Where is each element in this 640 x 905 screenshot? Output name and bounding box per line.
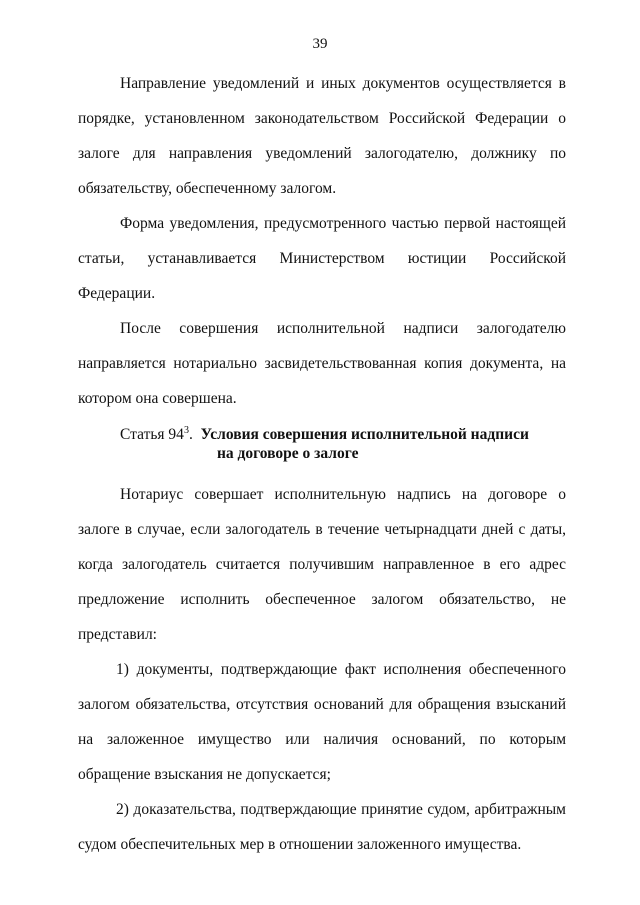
- paragraph-conditions: Нотариус совершает исполнительную надпись на договоре о залоге в случае, если залогодатель в течение четырнадцати дней с даты, когда залогодатель считается получившим направленное в его адрес предложение исполнить обеспеченное залогом обязательство, не представил:: [78, 486, 566, 643]
- paragraph-notification-form: Форма уведомления, предусмотренного частью первой настоящей статьи, устанавливается Министерством юстиции Российской Федерации.: [78, 215, 566, 302]
- paragraph-copy-sent: После совершения исполнительной надписи залогодателю направляется нотариально засвидетельствованная копия документа, на котором она совершена.: [78, 320, 566, 407]
- article-number: Статья 94: [120, 426, 184, 443]
- article-heading-line1: [120, 425, 570, 444]
- list-item-1: 1) документы, подтверждающие факт исполнения обеспеченного залогом обязательства, отсутствия оснований для обращения взысканий на заложенное имущество или наличия оснований, по которым обращение взыскания не допускается;: [78, 661, 566, 783]
- page-number: 39: [312, 36, 328, 52]
- article-title-line2: на договоре о залоге: [217, 445, 359, 462]
- article-heading: [120, 416, 570, 477]
- article-number-dot: .: [188, 426, 193, 443]
- paragraph-notification-procedure: Направление уведомлений и иных документов осуществляется в порядке, установленном законодательством Российской Федерации о залоге для направления уведомлений залогодателю, должнику по обязательству, обеспеченному залогом.: [78, 75, 566, 197]
- list-item-2: 2) доказательства, подтверждающие принятие судом, арбитражным судом обеспечительных мер в отношении заложенного имущества.: [78, 801, 566, 853]
- article-number-superscript: 3: [183, 424, 189, 436]
- article-title-line1: Условия совершения исполнительной надписи: [200, 426, 529, 443]
- document-body: [78, 66, 566, 862]
